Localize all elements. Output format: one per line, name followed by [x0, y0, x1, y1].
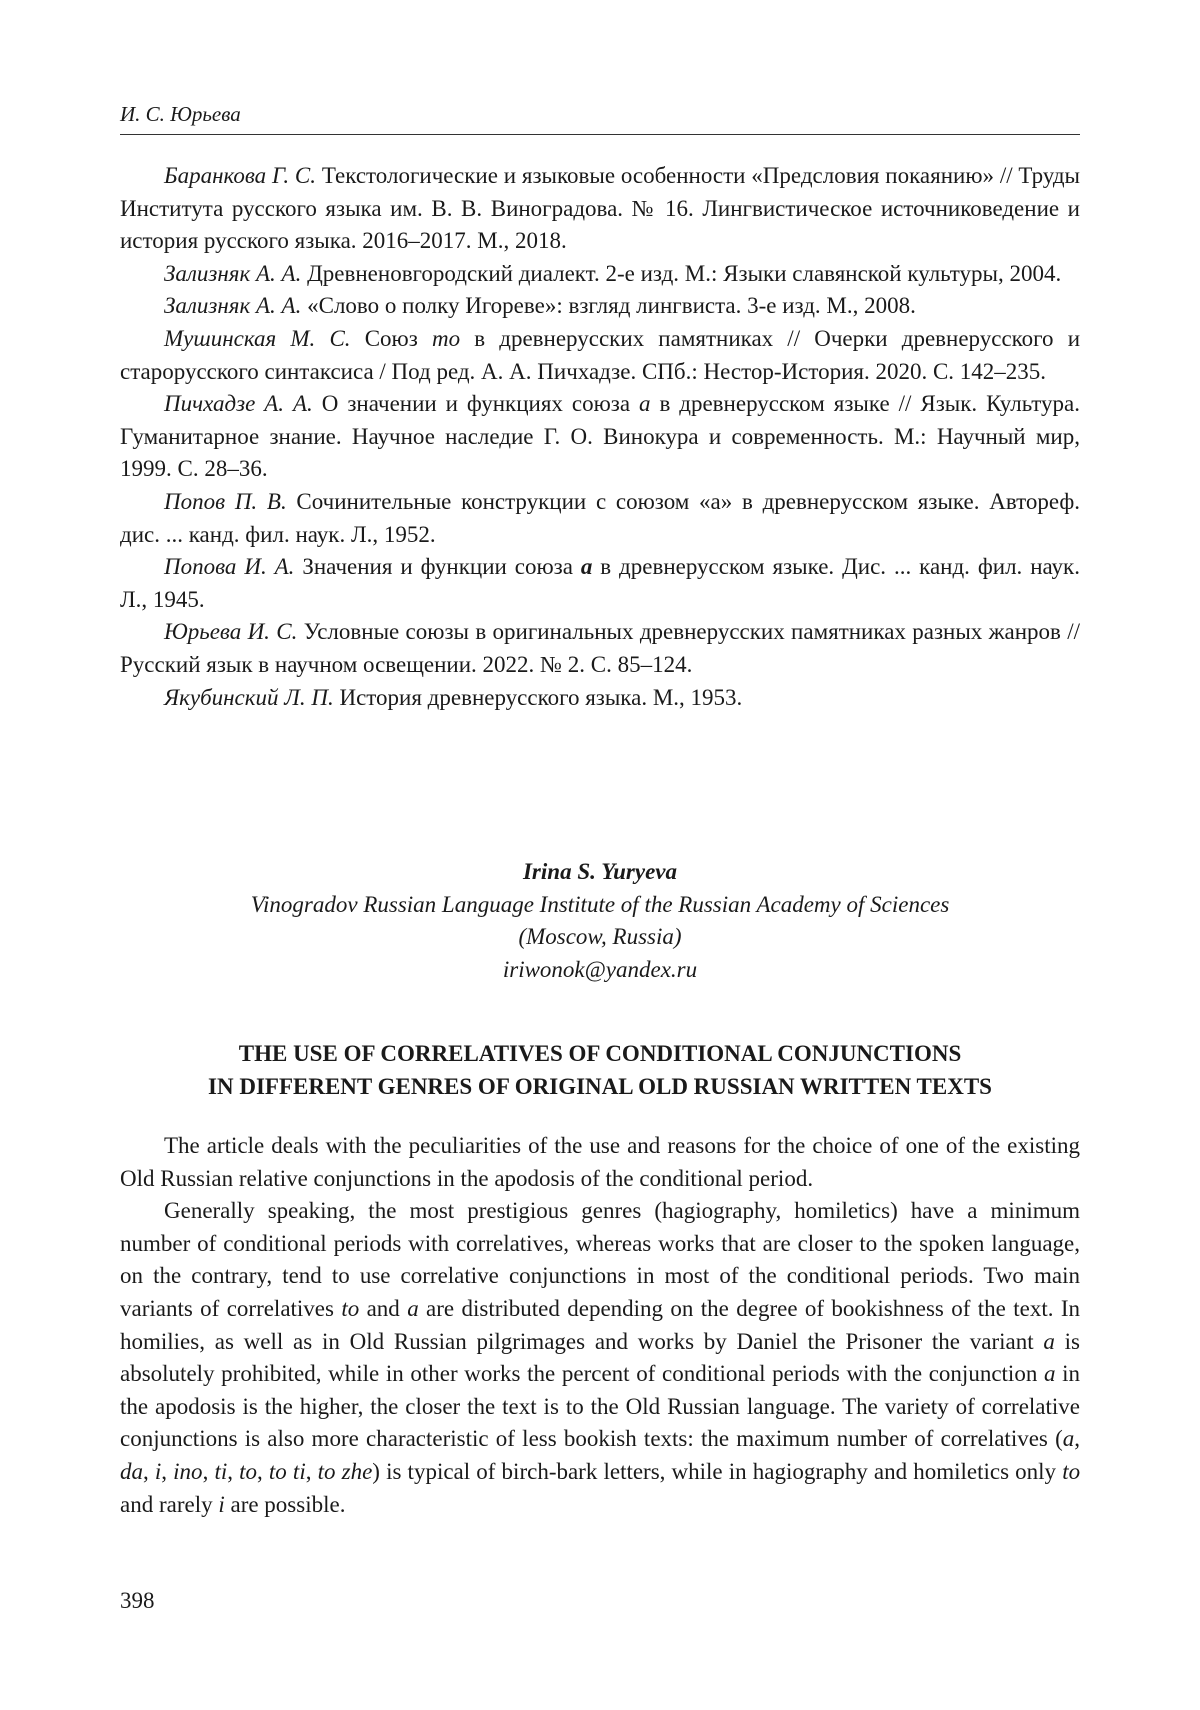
reference-text: Сочинительные конструкции с союзом «а» в древнерусском языке. Автореф. дис. ... канд. фил. наук. Л., 1952.	[120, 488, 1080, 547]
reference-author: Юрьева И. С.	[164, 619, 298, 645]
reference-italic-word: а	[639, 391, 651, 417]
reference-author: Зализняк А. А.	[164, 293, 302, 319]
header-rule	[120, 134, 1080, 135]
abstract-italic-term: to	[341, 1295, 360, 1321]
reference-item	[120, 388, 1080, 486]
reference-text: Древненовгородский диалект. 2-е изд. М.: Языки славянской культуры, 2004.	[301, 260, 1062, 286]
reference-author: Якубинский Л. П.	[164, 684, 334, 710]
english-title-line: THE USE OF CORRELATIVES OF CONDITIONAL CONJUNCTIONS	[238, 1041, 962, 1066]
abstract-text: ) is typical of birch-bark letters, while in hagiography and homiletics only	[372, 1458, 1063, 1484]
reference-author: Зализняк А. А.	[164, 260, 302, 286]
author-email: iriwonok@yandex.ru	[502, 956, 698, 982]
reference-text: в древнерусском языке. Дис. ... канд. фил. наук. Л., 1945.	[120, 554, 1080, 612]
reference-text: «Слово о полку Игореве»: взгляд лингвиста. 3-е изд. М., 2008.	[301, 293, 916, 319]
abstract-italic-term: ti	[214, 1458, 228, 1484]
reference-item	[120, 682, 1080, 715]
abstract-text: and	[359, 1295, 408, 1321]
abstract-italic-term: i	[154, 1458, 162, 1484]
abstract-text: Generally speaking, the most prestigious genres (hagiography, homiletics) have a minimum number of conditional periods with correlatives, whereas works that are closer to the spoken language, on the contrary, tend to use correlative conjunctions in most of the conditional periods. Two main variants of correlatives	[120, 1198, 1080, 1321]
abstract-italic-term: a	[407, 1295, 419, 1321]
abstract-italic-term: to	[1062, 1458, 1081, 1484]
author-affiliation: Vinogradov Russian Language Institute of the Russian Academy of Sciences	[250, 891, 950, 917]
abstract-italic-term: a	[1043, 1328, 1055, 1354]
reference-item	[120, 551, 1080, 616]
reference-text: Текстологические и языковые особенности «Предсловия покаянию» // Труды Института русского языка им. В. В. Виноградова. № 16. Лингвистическое источниковедение и история русского языка. 2016–2017. М., 2018.	[120, 163, 1080, 254]
abstract-paragraph: The article deals with the peculiarities of the use and reasons for the choice of one of the existing Old Russian relative conjunctions in the apodosis of the conditional period.	[120, 1133, 1080, 1191]
abstract-paragraph: Generally speaking, the most prestigious genres (hagiography, homiletics) have a minimum number of conditional periods with correlatives, whereas works that are closer to the spoken language, on the contrary, tend to use correlative conjunctions in most of the conditional periods. Two main variants of correlatives to and a are distributed depending on the degree of bookishness of the text. In homilies, as well as in Old Russian pilgrimages and works by Daniel the Prisoner the variant a is absolutely prohibited, while in other works the percent of conditional periods with the conjunction a in the apodosis is the higher, the closer the text is to the Old Russian language. The variety of correlative conjunctions is also more characteristic of less bookish texts: the maximum number of correlatives (a, da, i, ino, ti, to, to ti, to zhe) is typical of birch-bark letters, while in hagiography and homiletics only to and rarely i are possible.	[120, 1198, 1081, 1517]
reference-text: О значении и функциях союза	[312, 391, 640, 417]
english-title-line: IN DIFFERENT GENRES OF ORIGINAL OLD RUSSIAN WRITTEN TEXTS	[208, 1073, 992, 1099]
abstract-text: in the apodosis is the higher, the closer the text is to the Old Russian language. The variety of correlative conjunctions is also more characteristic of less bookish texts: the maximum number of correlatives (	[120, 1361, 1080, 1452]
reference-text: Условные союзы в оригинальных древнерусских памятниках разных жанров // Русский язык в научном освещении. 2022. № 2. С. 85–124.	[120, 619, 1080, 677]
abstract-italic-term: to zhe	[317, 1458, 373, 1484]
reference-item	[120, 323, 1080, 388]
reference-author: Попова И. А.	[164, 554, 295, 580]
reference-item	[120, 258, 1080, 291]
abstract-italic-term: a	[1062, 1426, 1075, 1452]
author-location: (Moscow, Russia)	[518, 924, 682, 950]
reference-item	[120, 486, 1080, 551]
abstract-italic-term: da	[120, 1458, 143, 1484]
reference-author: Пичхадзе А. А.	[164, 391, 313, 417]
reference-text: Значения и функции союза	[294, 554, 581, 580]
reference-item	[120, 616, 1080, 681]
abstract	[120, 1130, 1080, 1521]
abstract-italic-term: i	[218, 1491, 225, 1517]
reference-author: Попов П. В.	[164, 488, 287, 514]
abstract-text: is absolutely prohibited, while in other works the percent of conditional periods with the conjunction	[120, 1328, 1080, 1387]
abstract-text: are distributed depending on the degree of bookishness of the text. In homilies, as well as in Old Russian pilgrimages and works by Daniel the Prisoner the variant	[120, 1295, 1080, 1354]
abstract-italic-term: ino	[173, 1458, 203, 1484]
abstract-text: are possible.	[224, 1491, 346, 1517]
reference-author: Мушинская М. С.	[164, 325, 351, 351]
running-head: И. С. Юрьева	[120, 102, 241, 126]
reference-author: Баранкова Г. С.	[164, 163, 317, 188]
abstract-italic-term: a	[1043, 1361, 1056, 1387]
author-name: Irina S. Yuryeva	[522, 859, 677, 884]
page-number: 398	[120, 1588, 155, 1613]
references-list	[120, 160, 1080, 714]
reference-bold-word: а	[580, 554, 593, 580]
abstract-italic-term: to	[239, 1458, 258, 1484]
reference-item	[120, 290, 1080, 323]
reference-text: в древнерусском языке // Язык. Культура. Гуманитарное знание. Научное наследие Г. О. Винокура и современность. М.: Научный мир, 1999. С. 28–36.	[120, 391, 1081, 482]
reference-text: в древнерусских памятниках // Очерки древнерусского и старорусского синтаксиса / Под ред. А. А. Пичхадзе. СПб.: Нестор-История. 2020. С. 142–235.	[120, 325, 1081, 384]
author-block	[120, 856, 1080, 986]
reference-text: Союз	[350, 325, 432, 351]
reference-text: История древнерусского языка. М., 1953.	[333, 684, 743, 710]
reference-italic-word: то	[431, 325, 461, 351]
english-title	[120, 1038, 1080, 1103]
reference-item	[120, 160, 1080, 258]
abstract-text: and rarely	[120, 1491, 219, 1517]
abstract-italic-term: to ti	[268, 1458, 306, 1484]
